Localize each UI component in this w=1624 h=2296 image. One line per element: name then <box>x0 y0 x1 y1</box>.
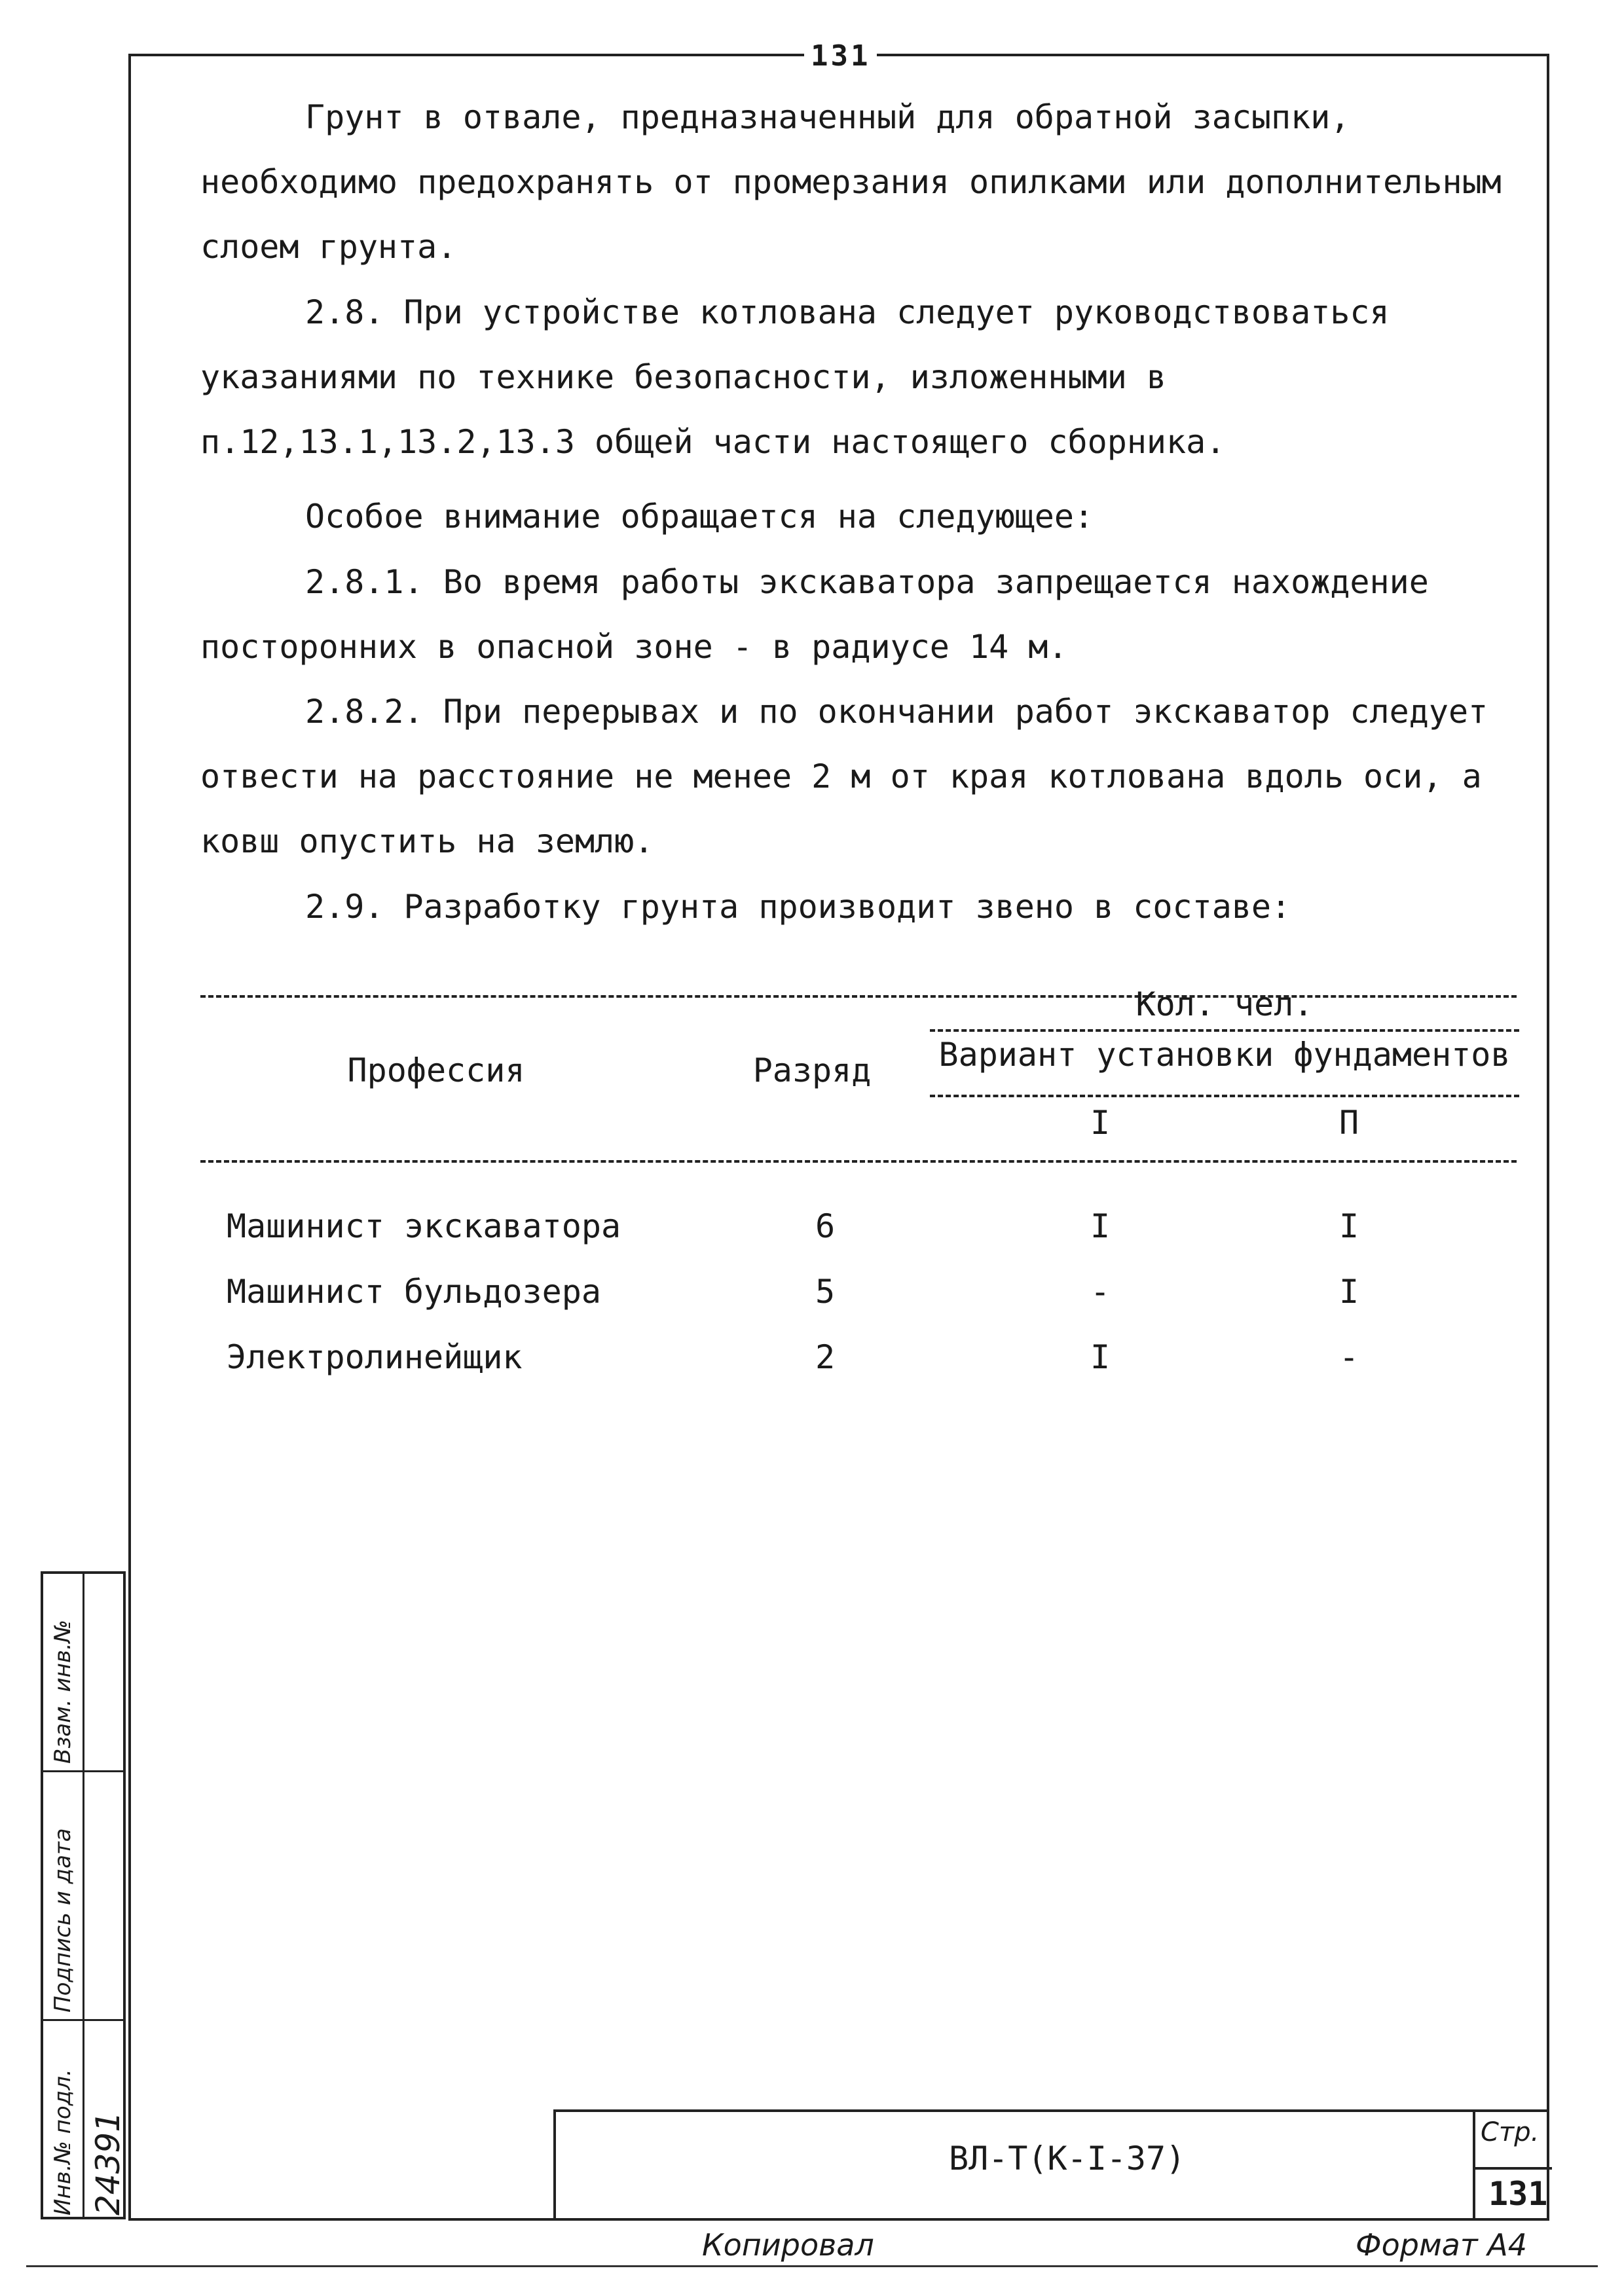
paragraph-2-8-2: 2.8.2. При перерывах и по окончании работ экскаватор следует отвести на расстояние не менее 2 м от края котлована вдоль оси, а ковш опустить на землю. <box>200 693 1488 860</box>
paragraph-2-8: 2.8. При устройстве котлована следует руководствоваться указаниями по технике безопасности, изложенными в п.12,13.1,13.2,13.3 общей части настоящего сборника. <box>200 293 1390 461</box>
paragraph-backfill: Грунт в отвале, предназначенный для обратной засыпки, необходимо предохранять от промерзания опилками или дополнительным слоем грунта. <box>200 98 1502 266</box>
row-3-grade: 2 <box>815 1338 836 1376</box>
sheet-bottom-edge <box>26 2265 1598 2267</box>
header-bottom-rule <box>200 1160 1517 1163</box>
title-block <box>553 2109 1549 2221</box>
page-number: 131 <box>1488 2175 1548 2213</box>
header-grade: Разряд <box>752 1051 872 1089</box>
row-2-v1: - <box>1090 1273 1111 1311</box>
header-variant-1: I <box>1090 1104 1111 1142</box>
left-margin-stamp <box>41 1571 126 2219</box>
header-count: Кол. чел. <box>1135 985 1314 1023</box>
inv-podl-value: 24391 <box>89 2111 127 2215</box>
label-vzam-inv: Взам. инв.№ <box>50 1619 76 1764</box>
header-count-rule <box>930 1029 1519 1032</box>
paragraph-2-9: 2.9. Разработку грунта производит звено в составе: <box>305 888 1291 926</box>
label-inv-podl: Инв.№ подл. <box>50 2069 76 2215</box>
row-1-profession: Машинист экскаватора <box>227 1207 621 1245</box>
row-2-v2: I <box>1338 1273 1359 1311</box>
paragraph-2-8-1: 2.8.1. Во время работы экскаватора запрещается нахождение посторонних в опасной зоне - в радиусе 14 м. <box>200 563 1429 666</box>
copied-by-label: Копировал <box>702 2227 874 2263</box>
page-number-top: 131 <box>804 39 877 73</box>
header-variant-rule <box>930 1095 1519 1097</box>
row-3-profession: Электролинейщик <box>227 1338 523 1376</box>
paragraph-attention: Особое внимание обращается на следующее: <box>305 498 1094 536</box>
header-profession: Профессия <box>347 1051 525 1089</box>
row-3-v1: I <box>1090 1338 1111 1376</box>
row-1-v1: I <box>1090 1207 1111 1245</box>
label-podpis-data: Подпись и дата <box>50 1828 76 2013</box>
page-label: Стр. <box>1481 2117 1540 2147</box>
row-2-profession: Машинист бульдозера <box>227 1273 601 1311</box>
header-variant: Вариант установки фундаментов <box>938 1036 1511 1074</box>
format-label: Формат А4 <box>1356 2227 1527 2263</box>
header-variant-2: П <box>1338 1104 1359 1142</box>
row-1-v2: I <box>1338 1207 1359 1245</box>
document-code: ВЛ-Т(К-I-37) <box>949 2140 1186 2178</box>
row-1-grade: 6 <box>815 1207 836 1245</box>
row-3-v2: - <box>1338 1338 1359 1376</box>
row-2-grade: 5 <box>815 1273 836 1311</box>
